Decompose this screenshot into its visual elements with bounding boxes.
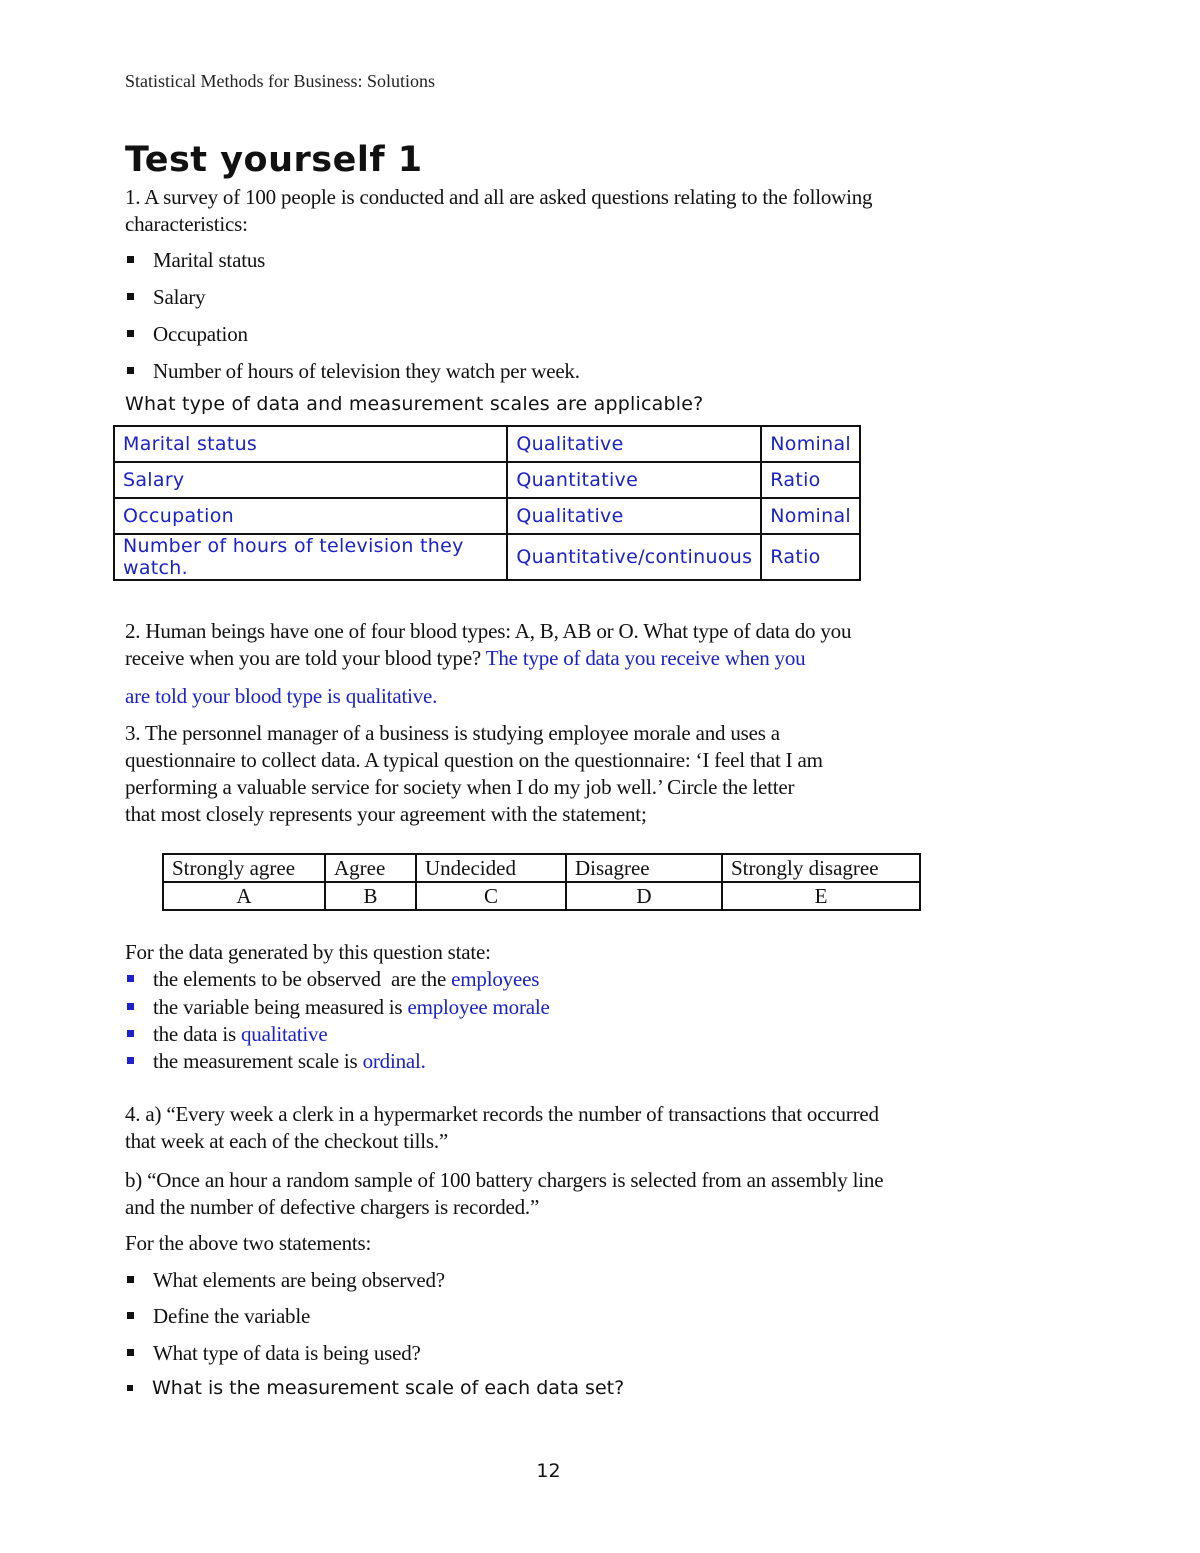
bullet-square-icon bbox=[127, 1057, 134, 1064]
table-cell: Strongly agree bbox=[163, 854, 325, 882]
table-cell: Marital status bbox=[114, 426, 507, 462]
bullet-square-icon bbox=[127, 1349, 134, 1356]
q2-answer-cont: are told your blood type is qualitative. bbox=[125, 684, 438, 708]
q4-intro: For the above two statements: bbox=[125, 1231, 372, 1255]
q3-state-intro: For the data generated by this question state: bbox=[125, 940, 491, 964]
q1-bullet: Marital status bbox=[127, 247, 265, 274]
table-cell: Quantitative bbox=[507, 462, 761, 498]
bullet-square-icon bbox=[127, 367, 134, 374]
section-title: Test yourself 1 bbox=[125, 140, 423, 180]
q2-line2: receive when you are told your blood type? The type of data you receive when you bbox=[125, 646, 806, 670]
bullet-square-icon bbox=[127, 1312, 134, 1319]
table-row bbox=[114, 426, 860, 462]
table-cell: B bbox=[325, 882, 416, 910]
table-cell: Agree bbox=[325, 854, 416, 882]
q3-answer-item: the measurement scale is ordinal. bbox=[127, 1048, 426, 1075]
q4-bullet: What elements are being observed? bbox=[127, 1267, 445, 1294]
q2-line1: 2. Human beings have one of four blood types: A, B, AB or O. What type of data do you bbox=[125, 619, 852, 643]
q3-answer-item: the data is qualitative bbox=[127, 1021, 327, 1048]
q1-line1: 1. A survey of 100 people is conducted and all are asked questions relating to the following bbox=[125, 185, 873, 209]
table-cell: Occupation bbox=[114, 498, 507, 534]
page-number: 12 bbox=[536, 1460, 561, 1482]
table-cell: Qualitative bbox=[507, 498, 761, 534]
q4-a-text: 4. a) “Every week a clerk in a hypermarket records the number of transactions that occurred that week at each of the checkout tills.” bbox=[125, 1102, 879, 1153]
table-cell: A bbox=[163, 882, 325, 910]
q1-text bbox=[125, 184, 872, 238]
q3-answer-item: the elements to be observed are the employees bbox=[127, 966, 539, 993]
running-header: Statistical Methods for Business: Solutions bbox=[125, 71, 436, 91]
table-cell: Quantitative/continuous bbox=[507, 534, 761, 580]
q1-bullet: Salary bbox=[127, 284, 205, 311]
table-cell: Qualitative bbox=[507, 426, 761, 462]
q1-bullet: Number of hours of television they watch per week. bbox=[127, 358, 580, 385]
table-row bbox=[163, 882, 920, 910]
table-row bbox=[114, 498, 860, 534]
bullet-square-icon bbox=[127, 1385, 133, 1391]
bullet-square-icon bbox=[127, 1003, 134, 1010]
bullet-square-icon bbox=[127, 330, 134, 337]
q4-bullet: What type of data is being used? bbox=[127, 1340, 421, 1367]
table-cell: Ratio bbox=[761, 534, 860, 580]
table-cell: Undecided bbox=[416, 854, 566, 882]
table-cell: D bbox=[566, 882, 722, 910]
table-row bbox=[114, 534, 860, 580]
q4-b-text: b) “Once an hour a random sample of 100 battery chargers is selected from an assembly line and the number of defective chargers is recorded.” bbox=[125, 1168, 884, 1219]
bullet-square-icon bbox=[127, 1276, 134, 1283]
bullet-square-icon bbox=[127, 975, 134, 982]
q3-answer-item: the variable being measured is employee morale bbox=[127, 994, 550, 1021]
q2-answer: The type of data you receive when you bbox=[485, 646, 806, 670]
q4-bullet: What is the measurement scale of each data set? bbox=[127, 1376, 624, 1400]
table-cell: Nominal bbox=[761, 426, 860, 462]
bullet-square-icon bbox=[127, 256, 134, 263]
table-cell: Strongly disagree bbox=[722, 854, 920, 882]
q1-question: What type of data and measurement scales are applicable? bbox=[125, 393, 704, 415]
table-cell: Salary bbox=[114, 462, 507, 498]
q1-bullet: Occupation bbox=[127, 321, 248, 348]
bullet-square-icon bbox=[127, 293, 134, 300]
q1-line2: characteristics: bbox=[125, 212, 248, 236]
table-cell: C bbox=[416, 882, 566, 910]
table-row bbox=[114, 462, 860, 498]
table-cell: Disagree bbox=[566, 854, 722, 882]
table-cell: Ratio bbox=[761, 462, 860, 498]
q1-answer-table bbox=[113, 425, 861, 581]
table-cell: Number of hours of television they watch. bbox=[114, 534, 507, 580]
table-row bbox=[163, 854, 920, 882]
table-cell: Nominal bbox=[761, 498, 860, 534]
q3-likert-table bbox=[162, 853, 921, 911]
bullet-square-icon bbox=[127, 1030, 134, 1037]
q4-bullet: Define the variable bbox=[127, 1303, 310, 1330]
q2-text bbox=[125, 618, 851, 672]
q3-text: 3. The personnel manager of a business is studying employee morale and uses a questionnaire to collect data. A typical question on the questionnaire: ‘I feel that I am performing a valuable service for society when I do my job well.’ Circle the letter that most closely represents your agreement with the statement; bbox=[125, 721, 823, 826]
table-cell: E bbox=[722, 882, 920, 910]
